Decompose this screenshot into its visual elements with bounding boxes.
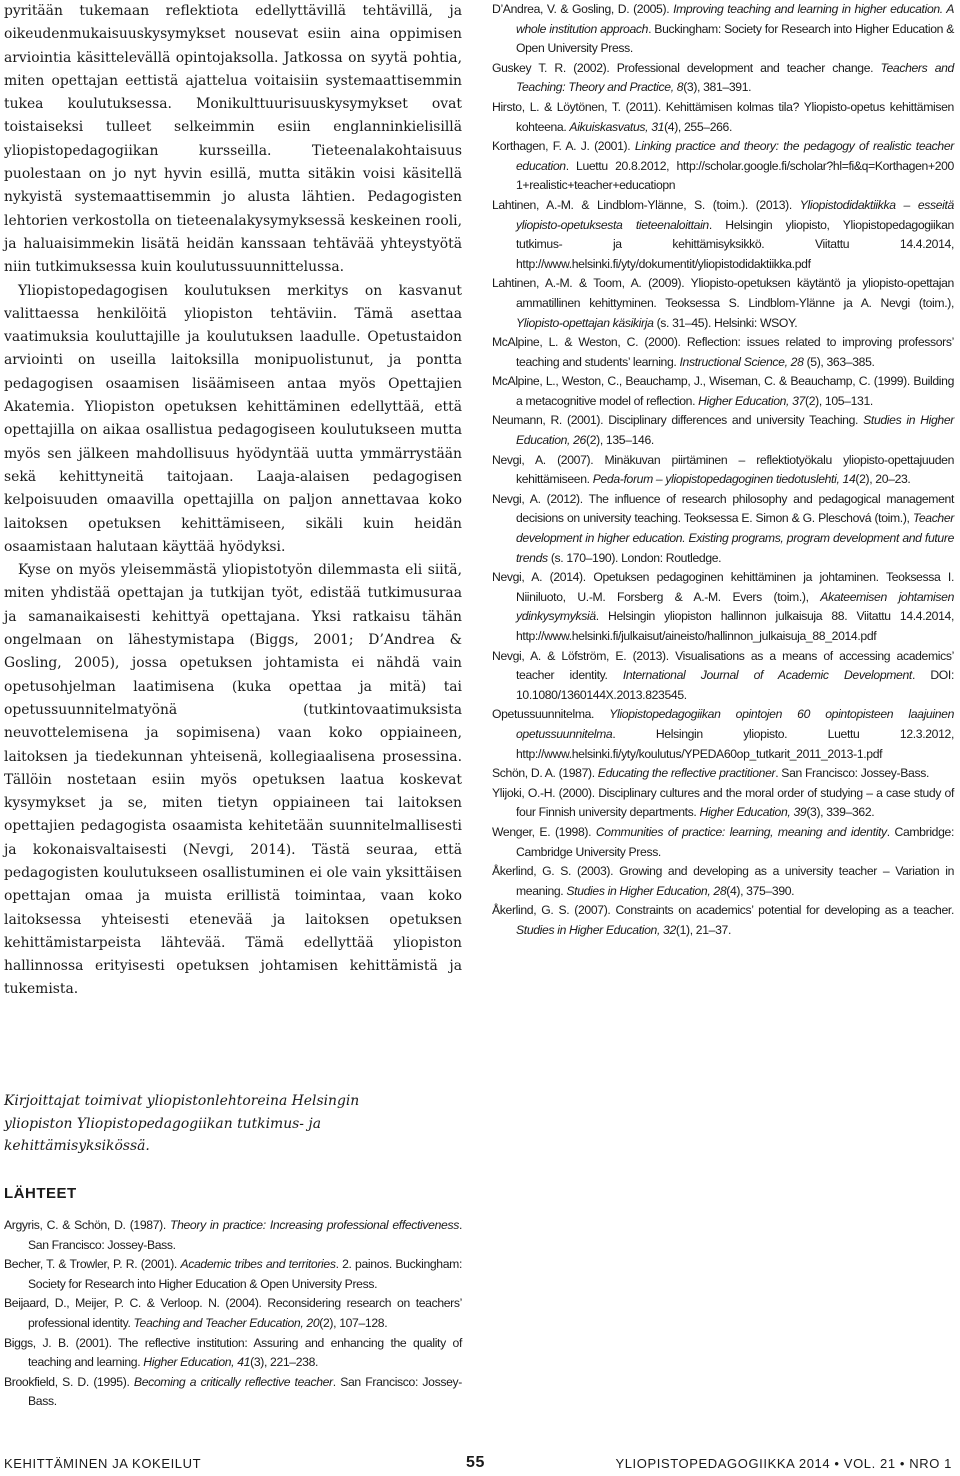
body-paragraph-1: pyritään tukemaan reflektiota edellyttävillä tehtävillä, ja oikeudenmukaisuuskysymykset nousevat esiin aina oppimisen arviointia käsittelevällä opintojaksolla. Jatkossa on syytä pohtia, miten opettajan eettistä ajattelua voitaisiin systemaattisemmin tukea koulutuksessa. Monikulttuurisuuskysymykset ovat toistaiseksi tulleet selkeimmin esiin englanninkielisillä yliopistopedagogiikan kursseilla. Tieteenalakohtaisuus puolestaan on jo nyt hyvin esillä, mutta sitäkin voisi käsitellä nykyistä systemaattisemmin jo alusta lähtien. Pedagogisten lehtorien verkostolla on tieteenalakysymyksessä keskeinen rooli, ja haluaisimmekin lisätä heidän kanssaan tehtävää yhteystyötä niin tutkimuksessa kuin koulutussuunnittelussa. [4, 3, 462, 276]
reference-entry [492, 784, 954, 823]
reference-entry [492, 705, 954, 764]
reference-details: . San Francisco: Jossey-Bass. [775, 766, 929, 781]
reference-entry [4, 1255, 462, 1294]
reference-title: Studies in Higher Education, 32 [516, 922, 676, 937]
reference-details: . Helsingin yliopisto. Luettu 12.3.2012, http://www.helsinki.fi/yty/koulutus/YPEDA60op_tutkarit_2011_2013-1.pdf [516, 726, 954, 761]
reference-details: (s. 170–190). London: Routledge. [547, 550, 722, 565]
reference-title: Aikuiskasvatus, 31 [569, 119, 665, 134]
reference-title: Yliopisto-opettajan käsikirja [516, 315, 654, 330]
reference-details: (5), 363–385. [803, 354, 875, 369]
reference-entry [492, 333, 954, 372]
body-column [4, 0, 462, 1002]
reference-text: Åkerlind, G. S. (2007). Constraints on academics’ potential for developing as a teacher. [492, 903, 954, 918]
reference-details: (3), 221–238. [250, 1355, 319, 1370]
reference-details: (2), 20–23. [855, 472, 911, 487]
reference-text: Brookfield, S. D. (1995). [4, 1374, 134, 1389]
reference-text: Lahtinen, A.-M. & Lindblom-Ylänne, S. (toim.). (2013). [492, 197, 800, 212]
reference-details: . Helsingin yliopisto, Yliopistopedagogiikan tutkimus- ja kehittämisyksikkö. Viitattu 14.4.2014, http://www.helsinki.fi/yty/dokumentit/yliopistodidaktiikka.pdf [516, 217, 954, 271]
reference-details: (2), 135–146. [586, 433, 654, 448]
reference-entry [492, 764, 954, 784]
reference-entry [492, 372, 954, 411]
reference-details: (2), 105–131. [804, 393, 873, 408]
reference-text: McAlpine, L., Weston, C., Beauchamp, J., Wiseman, C. & Beauchamp, C. (1999). Building a metacognitive model of reflection. [492, 374, 954, 408]
reference-details: . Buckingham: Society for Research into Higher Education & Open University Press. [516, 21, 954, 56]
reference-text: Wenger, E. (1998). [492, 824, 596, 839]
reference-text: McAlpine, L. & Weston, C. (2000). Reflection: issues related to improving professors’ teaching and students’ learning. [492, 335, 954, 369]
reference-title: Peda-forum – yliopistopedagoginen tiedotuslehti, 14 [592, 472, 856, 487]
reference-text: Nevgi, A. (2007). Minäkuvan piirtäminen – reflektiotyökalu yliopisto-opettajuuden kehittämiseen. [492, 452, 954, 487]
reference-details: (3), 339–362. [806, 805, 875, 820]
reference-title: Teacher development in higher education. Existing programs, program development and future trends [516, 511, 954, 565]
reference-entry [492, 98, 954, 137]
footer-journal-info: YLIOPISTOPEDAGOGIIKKA 2014 • VOL. 21 • NRO 1 [615, 1456, 952, 1471]
reference-entry [492, 862, 954, 901]
reference-title: Improving teaching and learning in higher education. A whole institution approach [516, 2, 954, 36]
reference-text: Biggs, J. B. (2001). The reflective institution: Assuring and enhancing the quality of teaching and learning. [4, 1335, 462, 1370]
reference-details: . Cambridge: Cambridge University Press. [516, 824, 954, 859]
reference-text: Guskey T. R. (2002). Professional development and teacher change. [492, 60, 881, 75]
reference-title: Teaching and Teacher Education, 20 [133, 1315, 320, 1330]
reference-text: Becher, T. & Trowler, P. R. (2001). [4, 1257, 181, 1272]
reference-entry [492, 647, 954, 706]
page-number: 55 [466, 1454, 485, 1471]
reference-text: Opetussuunnitelma. [492, 707, 610, 722]
reference-title: Higher Education, 37 [698, 393, 805, 408]
reference-title: Higher Education, 41 [143, 1355, 251, 1370]
reference-text: Nevgi, A. (2012). The influence of research philosophy and pedagogical management decisions on university teaching. Teoksessa E. Simon & G. Pleschová (toim.), [492, 491, 954, 526]
reference-entry [492, 137, 954, 196]
reference-entry [492, 274, 954, 333]
reference-text: Argyris, C. & Schön, D. (1987). [4, 1218, 170, 1232]
reference-entry [492, 568, 954, 646]
body-paragraph-3: Kyse on myös yleisemmästä yliopistotyön dilemmasta eli siitä, miten yhdistää opettajan ja tutkijan työt, edistää tutkimusuraa ja samanaikaisesti kehittyä opettajana. Yksi ratkaisu tähän ongelmaan on lähestymistapa (Biggs, 2001; D’Andrea & Gosling, 2005), jossa opetuksen johtamista ei nähdä vain opetusohjelman laatimisena (kuka opettaa ja mitä) tai opetussuunnitelmatyönä (tutkintovaatimuksista neuvottelemisena ja sopimisena) vaan koko oppiaineen, laitoksen ja tiedekunnan yhteisenä, kollegiaalisena prosessina. Tällöin nostetaan esiin myös opetuksen laatua koskevat kysymykset ja se, miten tietyn oppiaineen tai laitoksen opettajien pedagogista osaamista kehitetään suunnitelmallisesti ja kokonaisvaltaisesti (Nevgi, 2014). Tästä seuraa, että pedagogisten koulutukseen osallistuminen ei ole vain yksittäisen opettajan omaa ja muista erillistä toimintaa, vaan koko laitoksessa yhteisesti etenevää ja laitoksen opetuksen kehittämistarpeista lähtevää. Tämä edellyttää yliopiston hallinnossa erityisesti opetuksen johtamisen kehittämistä ja tukemista. [4, 562, 462, 998]
reference-text: Schön, D. A. (1987). [492, 766, 598, 781]
reference-text: Hirsto, L. & Löytönen, T. (2011). Kehittämisen kolmas tila? Yliopisto-opetus kehittämisen kohteena. [492, 99, 954, 134]
reference-entry [492, 451, 954, 490]
reference-text: Åkerlind, G. S. (2003). Growing and developing as a university teacher – Variation in meaning. [492, 864, 954, 898]
reference-details: (s. 31–45). Helsinki: WSOY. [653, 315, 798, 330]
reference-title: Teachers and Teaching: Theory and Practice, 8 [516, 60, 954, 95]
reference-text: D’Andrea, V. & Gosling, D. (2005). [492, 2, 674, 16]
reference-entry [492, 490, 954, 568]
reference-details: . San Francisco: Jossey-Bass. [28, 1374, 462, 1409]
reference-details: (4), 375–390. [726, 883, 795, 898]
body-paragraph-2: Yliopistopedagogisen koulutuksen merkitys on kasvanut valittaessa henkilöitä yliopiston tehtäviin. Tämä asettaa vaatimuksia kouluttajille ja koulutuksen laadulle. Opetustaidon arviointi on useilla laitoksilla monipuolistunut, ja pontta pedagogisen osaamisen lisäämiseen antaa myös Opettajien Akatemia. Yliopiston opetuksen kehittäminen edellyttää, että opettajilla on aikaa osallistua pedagogiseen koulutukseen mutta myös sen jälkeen mahdollisuus hyödyntää uutta ymmärrystään sekä kehittyneitä taitojaan. Laaja-alaisen pedagogisen kelpoisuuden omaavilla opettajilla on paljon annettavaa koko laitoksen opetuksen kehittämiseen, sikäli kuin heidän osaamistaan halutaan käyttää hyödyksi. [4, 282, 462, 555]
footer-section-title: KEHITTÄMINEN JA KOKEILUT [4, 1456, 202, 1471]
reference-title: Theory in practice: Increasing professional effectiveness [169, 1218, 459, 1232]
reference-entry [492, 901, 954, 940]
reference-entry [4, 1334, 462, 1373]
reference-details: (3), 381–391. [683, 80, 752, 95]
reference-details: (4), 255–266. [664, 119, 733, 134]
reference-entry [4, 1294, 462, 1333]
reference-title: Yliopistopedagogiikan opintojen 60 opintopisteen laajuinen opetussuunnitelma [516, 707, 954, 741]
reference-text: Neumann, R. (2001). Disciplinary differences and university Teaching. [492, 413, 864, 428]
reference-text: Lahtinen, A.-M. & Toom, A. (2009). Yliopisto-opetuksen käytäntö ja yliopisto-opettajan ammatillinen kehittyminen. Teoksessa S. Lindblom-Ylänne ja A. Nevgi (toim.), [492, 276, 954, 310]
reference-entry [492, 59, 954, 98]
reference-title: Yliopistodidaktiikka – esseitä yliopisto-opetuksesta tieteenaloittain [516, 197, 954, 232]
reference-entry [4, 1373, 462, 1412]
reference-details: . 2. painos. Buckingham: Society for Research into Higher Education & Open University Press. [28, 1257, 462, 1291]
reference-text: Korthagen, F. A. J. (2001). [492, 139, 635, 154]
reference-title: International Journal of Academic Development [622, 668, 912, 683]
reference-entry [492, 411, 954, 450]
reference-entry [492, 0, 954, 59]
reference-text: Nevgi, A. & Löfström, E. (2013). Visualisations as a means of accessing academics’ teacher identity. [492, 648, 954, 683]
reference-title: Educating the reflective practitioner [597, 766, 776, 781]
reference-text: Ylijoki, O.-H. (2000). Disciplinary cultures and the moral order of studying – a case study of four Finnish university departments. [492, 785, 954, 820]
author-note: Kirjoittajat toimivat yliopistonlehtoreina Helsingin yliopiston Yliopistopedagogiikan tutkimus- ja kehittämisyksikössä. [4, 1093, 360, 1154]
reference-title: Communities of practice: learning, meaning and identity [595, 824, 887, 839]
reference-details: . San Francisco: Jossey-Bass. [28, 1218, 462, 1252]
references-list-right [492, 0, 954, 941]
reference-entry [492, 196, 954, 274]
reference-text: Nevgi, A. (2014). Opetuksen pedagoginen kehittäminen ja johtaminen. Teoksessa I. Niiniluoto, U.-M. Forsberg & A.-M. Evers (toim.), [492, 570, 954, 604]
reference-title: Akateemisen johtamisen ydinkysymyksiä [516, 589, 955, 624]
reference-entry [492, 823, 954, 862]
reference-entry [4, 1216, 462, 1255]
reference-title: Instructional Science, 28 [679, 354, 804, 369]
reference-title: Studies in Higher Education, 28 [566, 883, 727, 898]
reference-title: Studies in Higher Education, 26 [516, 413, 954, 448]
reference-title: Linking practice and theory: the pedagogy of realistic teacher education [516, 139, 954, 173]
reference-title: Higher Education, 39 [699, 805, 807, 820]
reference-details: . Helsingin yliopiston hallinnon julkaisuja 88. Viitattu 14.4.2014, http://www.helsinki.fi/julkaisut/aineisto/hallinnon_julkaisuja_88_2014.pdf [516, 609, 954, 643]
reference-text: Beijaard, D., Meijer, P. C. & Verloop. N. (2004). Reconsidering research on teachers’ professional identity. [4, 1296, 462, 1330]
reference-details: (2), 107–128. [319, 1315, 388, 1330]
reference-details: . Luettu 20.8.2012, http://scholar.google.fi/scholar?hl=fi&q=Korthagen+200 1+realistic+teacher+educatiopn [516, 158, 954, 193]
page-footer [0, 1452, 960, 1476]
references-list-left [4, 1216, 462, 1412]
reference-title: Becoming a critically reflective teacher [133, 1374, 333, 1389]
reference-details: . DOI: 10.1080/1360144X.2013.823545. [516, 668, 954, 702]
references-heading: LÄHTEET [4, 1185, 77, 1202]
reference-title: Academic tribes and territories [180, 1257, 336, 1272]
reference-details: (1), 21–37. [675, 922, 731, 937]
